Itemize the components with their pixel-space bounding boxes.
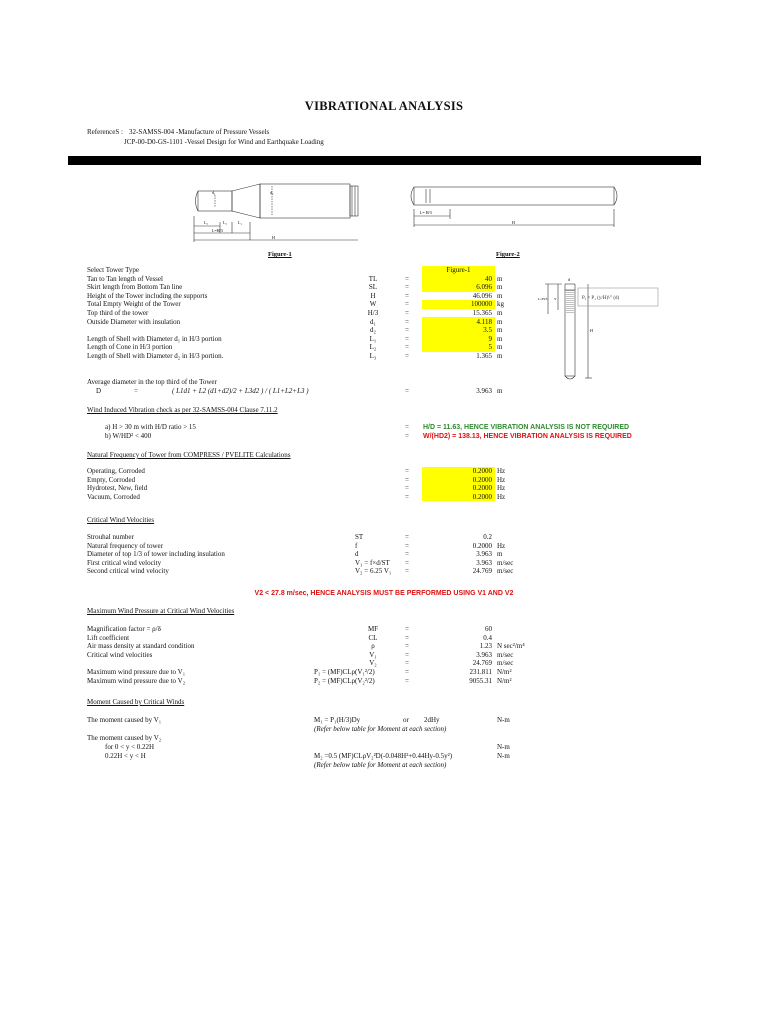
pressure-value: 9055.31 xyxy=(469,676,492,685)
fig1-d2-label: d₂ xyxy=(270,190,274,195)
moment-v2-unit1: N-m xyxy=(497,743,510,751)
input-value: 9 xyxy=(488,334,492,343)
critical-velocity-value: 24.769 xyxy=(472,567,492,576)
moment-v2-note: (Refer below table for Moment at each section) xyxy=(314,761,447,769)
pressure-label: Maximum wind pressure due to V₂ xyxy=(87,676,186,685)
input-symbol: W xyxy=(369,300,377,309)
critical-velocity-label: Strouhal number xyxy=(87,533,134,541)
input-label: Skirt length from Bottom Tan line xyxy=(87,283,183,292)
critical-velocity-label: Diameter of top 1/3 of tower including insulation xyxy=(87,550,225,559)
moment-v1-unit: N-m xyxy=(497,716,510,724)
input-eq: = xyxy=(405,291,409,300)
input-label: Length of Shell with Diameter d₁ in H/3 portion xyxy=(87,334,222,343)
input-unit: m xyxy=(497,334,503,343)
pressure-eq: = xyxy=(405,625,409,633)
frequency-unit: Hz xyxy=(497,467,506,475)
frequency-unit: Hz xyxy=(497,492,506,501)
pressure-unit: N/m² xyxy=(497,668,512,676)
pressure-symbol: V₂ xyxy=(369,659,377,668)
average-eq: = xyxy=(134,387,138,395)
input-unit: kg xyxy=(497,300,504,309)
input-unit: m xyxy=(497,274,503,283)
pressure-symbol: CL xyxy=(368,633,378,642)
wind-check-result-a: H/D = 11.63, HENCE VIBRATION ANALYSIS IS NOT REQUIRED xyxy=(423,424,630,431)
pressure-symbol: P₁ = (MF)CLρ(V₁²/2) xyxy=(314,668,375,676)
input-symbol: L₂ xyxy=(369,343,377,352)
frequency-value: 0.2000 xyxy=(472,467,492,475)
pressure-symbol: V₁ xyxy=(369,650,377,659)
input-eq: = xyxy=(405,274,409,283)
moment-v1-alt: 2dHy xyxy=(424,716,440,724)
critical-velocity-value: 0.2000 xyxy=(472,541,492,550)
pressure-label: Critical wind velocities xyxy=(87,650,153,659)
pressure-symbol: ρ xyxy=(371,642,375,651)
critical-velocity-eq: = xyxy=(405,541,409,550)
critical-velocity-label: First critical wind velocity xyxy=(87,558,162,567)
input-value: 46.096 xyxy=(472,291,492,300)
input-label: Height of the Tower including the supports xyxy=(87,291,208,300)
input-value: 4.118 xyxy=(476,317,492,326)
pressure-value: 60 xyxy=(485,625,492,633)
input-unit: m xyxy=(497,291,503,300)
frequency-unit: Hz xyxy=(497,475,506,484)
input-eq: = xyxy=(405,343,409,352)
fig3-h-label: H xyxy=(590,328,593,333)
moment-v1-or: or xyxy=(403,716,409,724)
average-heading: Average diameter in the top third of the Tower xyxy=(87,378,217,386)
critical-velocity-eq: = xyxy=(405,550,409,559)
reference-2: JCP-00-D0-GS-1101 -Vessel Design for Wind and Earthquake Loading xyxy=(124,138,324,146)
fig1-d1-label: d₁ xyxy=(212,190,216,195)
pressure-label: Lift coefficient xyxy=(87,633,130,642)
wind-check-b: b) W/HD² < 400 xyxy=(105,432,152,440)
fig1-l3-label: L₃ xyxy=(204,220,208,225)
moment-v2-range1: for 0 < y < 0.22H xyxy=(105,743,155,751)
pressure-label: Magnification factor = ρ/δ xyxy=(87,625,161,633)
input-label: Select Tower Type xyxy=(87,266,140,274)
input-label: Tan to Tan length of Vessel xyxy=(87,274,163,283)
input-label: Length of Shell with Diameter d₂ in H/3 portion. xyxy=(87,352,224,360)
input-unit: m xyxy=(497,309,503,317)
wind-check-b-eq: = xyxy=(405,432,409,440)
moment-v1-formula: M₁ = P₁(H/3)Dy xyxy=(314,716,361,724)
pressure-value: 1.23 xyxy=(479,642,492,651)
pressure-unit: N/m² xyxy=(497,676,512,685)
fig1-l2-label: L₂ xyxy=(223,220,227,225)
frequency-value: 0.2000 xyxy=(472,484,492,493)
fig1-h3-label: L=H/3 xyxy=(212,228,223,233)
moment-v1-note: (Refer below table for Moment at each section) xyxy=(314,725,447,733)
figure-2-caption: Figure-2 xyxy=(496,251,520,258)
moment-v2-range2: 0.22H < y < H xyxy=(105,752,146,760)
wind-check-result-b: W/(HD2) = 138.13, HENCE VIBRATION ANALYSIS IS REQUIRED xyxy=(423,433,632,440)
input-eq: = xyxy=(405,309,409,317)
critical-velocity-symbol: f xyxy=(355,541,358,550)
fig3-formula: Pᵧ = P₁ (y/H)¹⁄⁷ (d) xyxy=(582,296,620,301)
frequency-label: Empty, Corroded xyxy=(87,475,136,484)
frequency-unit: Hz xyxy=(497,484,506,493)
input-value: 100000 xyxy=(471,300,492,309)
critical-velocity-value: 3.963 xyxy=(476,550,492,559)
input-label: Outside Diameter with insulation xyxy=(87,317,181,326)
figure-1-diagram xyxy=(190,182,365,247)
critical-velocity-eq: = xyxy=(405,567,409,576)
average-symbol: D xyxy=(96,387,102,395)
fig1-h-label: H xyxy=(272,235,275,240)
critical-velocity-label: Natural frequency of tower xyxy=(87,541,163,550)
input-eq: = xyxy=(405,283,409,292)
input-unit: m xyxy=(497,343,503,352)
pressure-eq: = xyxy=(405,659,409,668)
fig2-h3-label: L= H/3 xyxy=(420,210,432,215)
critical-velocity-value: 3.963 xyxy=(476,558,492,567)
input-value: 1.365 xyxy=(476,352,492,360)
pressure-label: Maximum wind pressure due to V₁ xyxy=(87,668,186,676)
critical-velocity-unit: m/sec xyxy=(497,558,514,567)
critical-velocity-label: Second critical wind velocity xyxy=(87,567,169,576)
critical-velocity-symbol: V₁ = f×d/ST xyxy=(355,558,390,567)
frequency-eq: = xyxy=(405,475,409,484)
input-symbol: L₃ xyxy=(369,352,377,360)
critical-velocity-symbol: V₂ = 6.25 V₁ xyxy=(355,567,392,576)
input-eq: = xyxy=(405,352,409,360)
critical-velocity-symbol: d xyxy=(355,550,359,559)
input-value: 40 xyxy=(485,274,492,283)
input-symbol: SL xyxy=(368,283,378,292)
frequency-eq: = xyxy=(405,492,409,501)
average-unit: m xyxy=(497,387,503,395)
pressure-value: 0.4 xyxy=(483,633,492,642)
figure-1-caption: Figure-1 xyxy=(268,251,292,258)
average-eq2: = xyxy=(405,387,409,395)
references-label: ReferenceS : xyxy=(87,128,123,136)
input-label: Total Empty Weight of the Tower xyxy=(87,300,181,309)
input-eq: = xyxy=(405,326,409,335)
critical-velocity-warning: V2 < 27.8 m/sec, HENCE ANALYSIS MUST BE PERFORMED USING V1 AND V2 xyxy=(254,590,514,597)
frequency-value: 0.2000 xyxy=(472,475,492,484)
fig3-y-label: Y xyxy=(554,297,557,301)
frequency-eq: = xyxy=(405,484,409,493)
pressure-unit: N sec²/m⁴ xyxy=(497,642,525,651)
figure-2-diagram xyxy=(408,183,620,233)
pressure-symbol: P₂ = (MF)CLρ(V₂²/2) xyxy=(314,676,375,685)
critical-velocity-value: 0.2 xyxy=(483,533,492,541)
pressure-eq: = xyxy=(405,676,409,685)
wind-check-a: a) H > 30 m with H/D ratio > 15 xyxy=(105,423,196,431)
frequency-label: Operating, Corroded xyxy=(87,467,145,475)
pressure-label: Air mass density at standard condition xyxy=(87,642,195,651)
input-label: Top third of the tower xyxy=(87,309,149,317)
reference-1: 32-SAMSS-004 -Manufacture of Pressure Vessels xyxy=(129,128,270,136)
pressure-eq: = xyxy=(405,642,409,651)
input-unit: m xyxy=(497,326,503,335)
input-unit: m xyxy=(497,283,503,292)
critical-velocity-eq: = xyxy=(405,558,409,567)
pressure-eq: = xyxy=(405,633,409,642)
average-formula: ( L1d1 + L2 (d1+d2)/2 + L3d2 ) / ( L1+L2+L3 ) xyxy=(172,387,309,395)
input-symbol: d₁ xyxy=(370,317,376,326)
frequency-eq: = xyxy=(405,467,409,475)
input-value: Figure-1 xyxy=(446,266,471,274)
critical-velocity-eq: = xyxy=(405,533,409,541)
input-value: 6.096 xyxy=(476,283,492,292)
critical-velocity-unit: Hz xyxy=(497,541,506,550)
input-unit: m xyxy=(497,352,503,360)
critical-velocity-unit: m xyxy=(497,550,503,559)
average-value: 3.963 xyxy=(476,387,492,395)
input-eq: = xyxy=(405,317,409,326)
moment-v2-formula: M₂ =0.5 (MF)CLρV₂²D(-0.048H²+0.44Hy-0.5y²) xyxy=(314,752,453,760)
input-symbol: H/3 xyxy=(367,309,379,317)
input-eq: = xyxy=(405,334,409,343)
wind-check-heading: Wind Induced Vibration check as per 32-SAMSS-004 Clause 7.11.2 xyxy=(87,406,278,414)
pressure-value: 24.769 xyxy=(472,659,492,668)
pressure-eq: = xyxy=(405,668,409,676)
moment-heading: Moment Caused by Critical Winds xyxy=(87,698,185,706)
figure-3-diagram xyxy=(530,270,670,382)
frequency-value: 0.2000 xyxy=(472,492,492,501)
input-value: 5 xyxy=(488,343,492,352)
fig2-h-label: H xyxy=(512,220,515,225)
page-title: VIBRATIONAL ANALYSIS xyxy=(304,99,464,113)
pressure-value: 3.963 xyxy=(476,650,492,659)
input-symbol: d₂ xyxy=(370,326,376,335)
input-value: 3.5 xyxy=(483,326,492,335)
pressure-symbol: MF xyxy=(367,625,379,633)
input-unit: m xyxy=(497,317,503,326)
moment-v2-label: The moment caused by V₂ xyxy=(87,734,162,742)
input-eq: = xyxy=(405,300,409,309)
section-divider-bar xyxy=(68,156,701,165)
critical-velocity-symbol: ST xyxy=(355,533,364,541)
pressure-unit: m/sec xyxy=(497,650,514,659)
fig1-l1-label: L₁ xyxy=(238,220,242,225)
frequency-label: Hydrotest, New, field xyxy=(87,484,148,493)
input-symbol: L₁ xyxy=(369,334,377,343)
moment-v1-label: The moment caused by V₁ xyxy=(87,716,162,724)
critical-velocities-heading: Critical Wind Velocities xyxy=(87,516,155,524)
input-value: 15.365 xyxy=(472,309,492,317)
pressure-unit: m/sec xyxy=(497,659,514,668)
natural-frequency-heading: Natural Frequency of Tower from COMPRESS / PVELITE Calculations xyxy=(87,451,291,459)
frequency-label: Vacuum, Corroded xyxy=(87,492,140,501)
input-symbol: TL xyxy=(368,274,378,283)
input-label: Length of Cone in H/3 portion xyxy=(87,343,173,352)
pressure-value: 231.811 xyxy=(469,668,492,676)
pressure-eq: = xyxy=(405,650,409,659)
critical-velocity-unit: m/sec xyxy=(497,567,514,576)
moment-v2-unit2: N-m xyxy=(497,752,510,760)
fig3-d-label: d xyxy=(568,277,570,282)
wind-check-a-eq: = xyxy=(405,423,409,431)
fig3-lh3-label: L=H/3 xyxy=(538,297,548,301)
input-symbol: H xyxy=(370,291,376,300)
max-pressure-heading: Maximum Wind Pressure at Critical Wind Velocities xyxy=(87,607,235,615)
